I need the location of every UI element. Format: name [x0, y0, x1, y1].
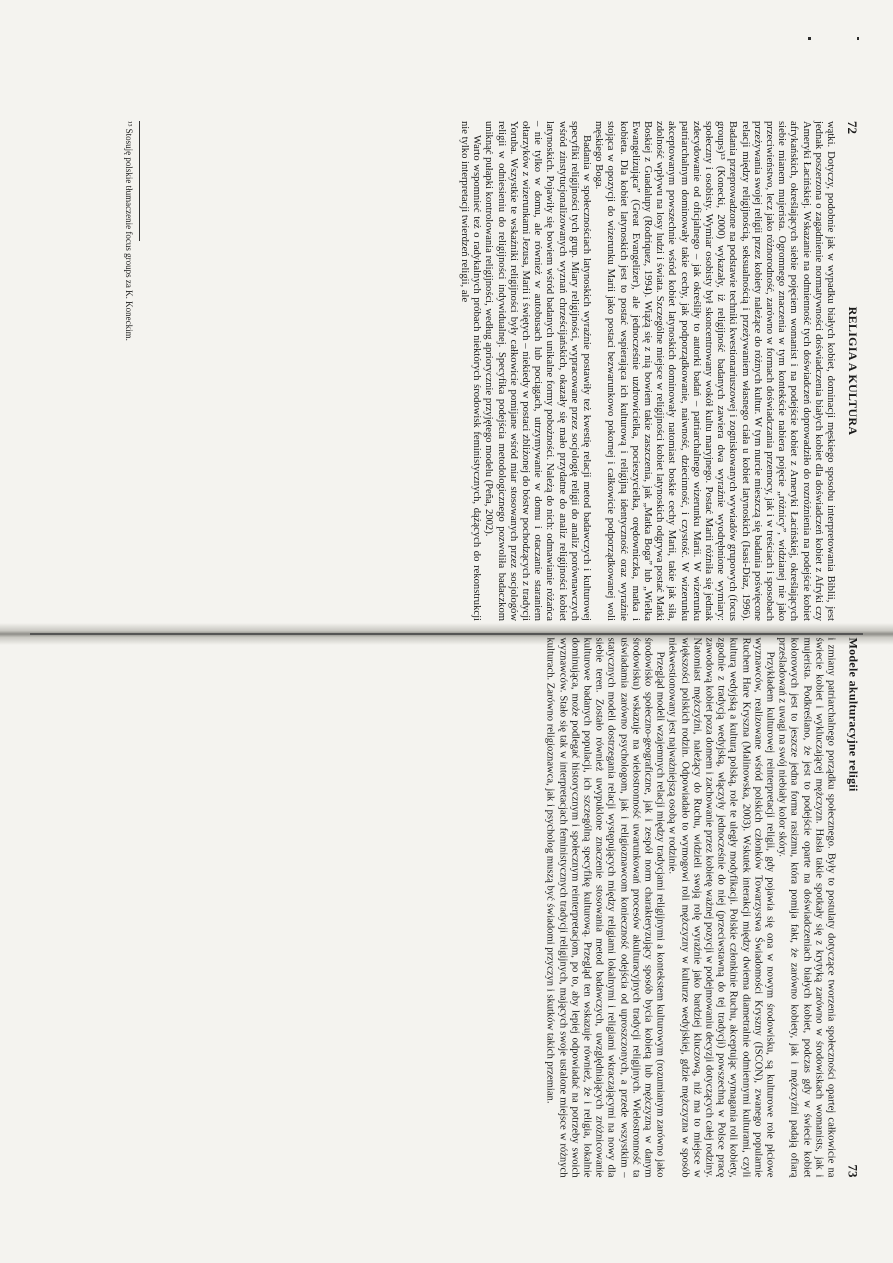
- book-spine-line: [30, 633, 863, 635]
- paragraph: Przykładem kulturowej reinterpretacji religii, gdy pojawia się ona w nowym środowisku, są kulturowe role płciowe wyznawców, realizowane wśród polskich członków Towarzystwa Świadomości Kryszny (ISCON), zwanego popularnie Ruchem Hare Kryszna (Malinowska, 2003). Wskutek interakcji między dwiema diametralnie odmiennymi kulturami, czyli kulturą wedyjską a kulturą polską, role te uległy modyfikacji. Polskie członkinie Ruchu, akceptując wymagania roli kobiety, zgodnie z tradycją wedyjską, włączyły jednocześnie do niej (przeciwstawną do tej tradycji) powszechną w Polsce pracę zawodową kobiet poza domem i zachowanie przez kobietę ważnej pozycji w podejmowaniu decyzji dotyczących całej rodziny. Natomiast mężczyźni, należący do Ruchu, widzieli swoją rolę wyraźnie jako bardziej kluczową, niż ma to miejsce w większości polskich rodzin. Odpowiadało to wymogowi roli mężczyzny w kulturze wedyjskiej, gdzie mężczyzna w sposób niekwestionowany jest najważniejszą osobą w rodzinie.: [666, 637, 776, 1178]
- paragraph: Warto wspomnieć też o radykalnych próbach niektórych środowisk feministycznych, dążących do rekonstrukcji nie tylko interpretacji twierdzeń religii, ale: [458, 121, 483, 621]
- page-number: 72: [845, 121, 860, 134]
- paragraph: Przegląd modeli wzajemnych relacji między tradycjami religijnymi a kontekstem kulturowym (rozumianym zarówno jako środowisko społeczno-geograficzne, jak i zespół norm charakteryzujący sposób bycia kobietą lub mężczyzną w danym środowisku) wskazuje na wielostronność uwarunkowań procesów akulturacyjnych tradycji religijnych. Wielostronność ta uświadamia zarówno psychologom, jak i religioznawcom konieczność odejścia od uproszczonych, a przede wszystkim – statycznych modeli dostrzegania relacji występujących między religiami lokalnymi i religiami wkraczającymi na nowy dla siebie teren. Zostało również uwypuklone znaczenie stosowania metod badawczych, uwzględniających zróżnicowanie kulturowe badanych populacji, ich szczególną specyfikę kulturową. Przegląd ten wskazuje również, że i religia, lokalnie dominująca, może podlegać historycznym i społecznym reinterpretacjom, po to, aby lepiej odpowiadać na potrzeby swoich wyznawców. Stało się tak w interpretacjach feministycznych tradycji religijnych, mających swoje ustalone miejsce w różnych kulturach. Zarówno religioznawca, jak i psycholog muszą być świadomi przyczyn i skutków takich przemian.: [544, 637, 666, 1178]
- page-72: [118, 121, 860, 621]
- paragraph: Badania w społecznościach latynoskich wyraźnie postawiły też kwestię relacji metod badawczych i kulturowej specyfiki religijności tych grup. Miary religijności, wypracowane przez socjologię religii do analiz porównawczych wśród zinstytucjonalizowanych wyznań chrześcijańskich, okazały się mało przydatne do analiz religijności kobiet latynoskich. Pojawiły się bowiem wśród badanych unikalne formy pobożności. Należą do nich: odmawianie różańca – nie tylko w domu, ale również w autobusach lub pociągach, utrzymywanie w domu i otaczanie staraniem ołtarzyków z wizerunkami Jezusa, Marii i świętych – niekiedy w postaci zbliżonej do bóstw pochodzących z tradycji Yoruba. Wszystkie te wskaźniki religijności były całkowicie pomijane wśród miar stosowanych przez socjologów religii w odniesieniu do religijności indywidualnej. Specyfika podejścia metodologicznego pozwoliła badaczkom uniknąć pułapki kontrolowania religijności, według apriorycznie przyjętego modelu (Peña, 2002).: [483, 121, 592, 621]
- page-number: 73: [845, 1164, 861, 1178]
- paragraph: wątki. Dotyczy, podobnie jak w wypadku białych kobiet, dominacji męskiego sposobu interpretowania Biblii, jest jednak poszerzona o zagadnienie normatywności doświadczenia białych kobiet dla doświadczeń kobiet z Afryki czy Ameryki Łacińskiej. Wskazanie na odmienność tych doświadczeń doprowadziło do rozróżnienia na podejście kobiet afrykańskich, określających siebie pojęciem womanist i na podejście kobiet z Ameryki Łacińskiej, określających siebie mianem mujerista. Ogromnego znaczenia w tym kontekście nabiera pojęcie „różnicy”, widzianej nie jako przeciwieństwo, lecz jako różnorodność, zarówno w formach doświadczania przemocy, jak i w treściach i sposobach przeżywania swojej religii przez kobiety należące do różnych kultur. W tym nurcie mieszczą się badania poświęcone relacji między religijnością, seksualnością i przeżywaniem własnego ciała u kobiet latynoskich (Isasi-Díaz, 1996). Badania przeprowadzone na podstawie techniki kwestionariuszowej i zogniskowanych wywiadów grupowych (focus groups)¹³ (Konecki, 2000) wykazały, iż religijność badanych zawiera dwa wyraźnie wyodrębnione wymiary: społeczny i osobisty. Wymiar osobisty był skoncentrowany wokół kultu maryjnego. Postać Marii różniła się jednak zdecydowanie od oficjalnego – jak określiły to autorki badań – patriarchalnego wizerunku Marii. W wizerunku patriarchalnym dominowały takie cechy, jak podporządkowanie, naiwność, dziecinność, i czystość. W wizerunku akceptowanym powszechnie wśród kobiet latynoskich dominowały natomiast boskie cechy Marii, takie jak siła, zdolność wpływu na losy ludzi i świata. Szczególne miejsce w religijności kobiet latynoskich odgrywa postać Matki Boskiej z Guadalupy (Rodriquez, 1994). Wiążą się z nią bowiem takie zaszczenia, jak „Matka Boga” lub „Wielka Ewangelizująca” (Great Evangelizer), ale jednocześnie uzdrowicielka, pocieszycielka, orędowniczka, matka i kobieta. Dla kobiet latynoskich jest to postać wspierająca ich kulturową i religijną identyczność oraz wyraźnie stojąca w opozycji do wizerunku Marii jako postaci bezwarunkowo pokornej i całkowicie podporządkowanej woli męskiego Boga.: [593, 121, 836, 621]
- body-text: [544, 638, 837, 1178]
- scan-dot: [857, 37, 859, 40]
- footnote: ¹³ Stosuję polskie tłumaczenie focus groups za K. Koneckim.: [124, 121, 134, 341]
- running-head: Modele akulturacyjne religii: [846, 637, 861, 792]
- scan-dot: [808, 37, 811, 40]
- running-head: RELIGIA A KULTURA: [846, 306, 860, 436]
- page-73: [206, 638, 861, 1178]
- body-text: [458, 121, 836, 621]
- paragraph: i zmiany patriarchalnego porządku społecznego. Były to postulaty dotyczące tworzenia społeczności opartej całkowicie na świecie kobiet i wykluczającej mężczyzn. Hasła takie spotkały się z krytyką zarówno w środowiskach womanists, jak i mujerista. Podkreślano, że jest to podejście oparte na doświadczeniach białych kobiet, podczas gdy w świecie kobiet kolorowych jest to jeszcze jedna forma rasizmu, która pomija fakt, że zarówno kobiety, jak i mężczyźni padają ofiarą prześladowań z uwagi na swój niebiały kolor skóry.: [776, 637, 837, 1178]
- footnote-rule: [139, 121, 140, 241]
